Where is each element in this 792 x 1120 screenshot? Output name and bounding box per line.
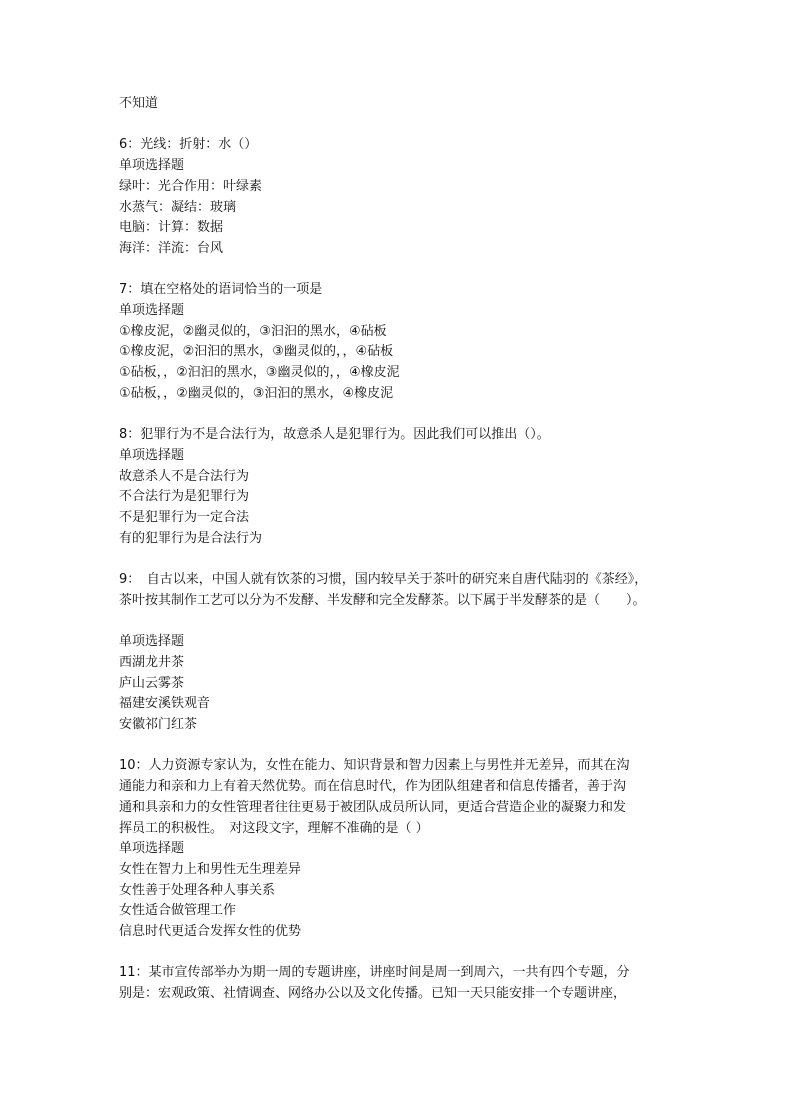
previous-answer-text: 不知道	[119, 96, 159, 111]
question-block	[119, 756, 719, 942]
question-stem-line: 别是：宏观政策、社情调查、网络办公以及文化传播。已知一天只能安排一个专题讲座，	[119, 986, 627, 1002]
answer-option: ①砧板，，②汩汩的黑水，③幽灵似的，，④橡皮泥	[119, 365, 400, 381]
question-block	[119, 135, 719, 259]
question-spacer	[119, 115, 719, 136]
answer-option: ①橡皮泥，②幽灵似的，③汩汩的黑水，④砧板	[119, 323, 387, 339]
question-spacer	[119, 549, 719, 570]
question-stem-line: 7：填在空格处的语词恰当的一项是	[119, 282, 323, 298]
answer-option: 有的犯罪行为是合法行为	[119, 530, 263, 546]
stem-spacer	[119, 612, 719, 633]
question-spacer	[119, 405, 719, 426]
question-block	[119, 280, 719, 404]
answer-option: 信息时代更适合发挥女性的优势	[119, 924, 302, 940]
answer-option: 女性适合做管理工作	[119, 903, 237, 919]
answer-option: ①砧板，，②幽灵似的，③汩汩的黑水，④橡皮泥	[119, 385, 394, 401]
question-spacer	[119, 260, 719, 281]
question-stem-line: 8：犯罪行为不是合法行为，故意杀人是犯罪行为。因此我们可以推出（）。	[119, 427, 550, 443]
question-stem-line: 通和具亲和力的女性管理者往往更易于被团队成员所认同，更适合营造企业的凝聚力和发	[119, 799, 627, 815]
question-stem-line: 挥员工的积极性。 对这段文字，理解不准确的是（ ）	[119, 820, 429, 836]
answer-option: ①橡皮泥，②汩汩的黑水，③幽灵似的，，④砧板	[119, 344, 394, 360]
question-spacer	[119, 736, 719, 757]
answer-option: 女性在智力上和男性无生理差异	[119, 861, 302, 877]
answer-option: 不是犯罪行为一定合法	[119, 510, 250, 526]
answer-option: 西湖龙井茶	[119, 654, 185, 670]
question-stem-line: 6：光线：折射：水（）	[119, 137, 258, 153]
answer-option: 故意杀人不是合法行为	[119, 468, 250, 484]
question-block	[119, 570, 719, 736]
answer-option: 庐山云雾茶	[119, 675, 185, 691]
answer-option: 福建安溪铁观音	[119, 696, 211, 712]
question-type-label: 单项选择题	[119, 841, 185, 857]
answer-option: 电脑：计算：数据	[119, 220, 224, 236]
question-stem-line: 茶叶按其制作工艺可以分为不发酵、半发酵和完全发酵茶。以下属于半发酵茶的是（ ）。	[119, 592, 646, 608]
answer-option: 不合法行为是犯罪行为	[119, 489, 250, 505]
question-stem-line: 10：人力资源专家认为，女性在能力、知识背景和智力因素上与男性并无差异，而其在沟	[119, 758, 630, 774]
question-block	[119, 425, 719, 549]
question-type-label: 单项选择题	[119, 447, 185, 463]
question-list	[119, 115, 719, 1005]
question-stem-line: 通能力和亲和力上有着天然优势。而在信息时代，作为团队组建者和信息传播者，善于沟	[119, 779, 627, 795]
question-spacer	[119, 943, 719, 964]
question-type-label: 单项选择题	[119, 634, 185, 650]
answer-option: 水蒸气：凝结：玻璃	[119, 199, 237, 215]
answer-option: 海洋：洋流：台风	[119, 240, 224, 256]
answer-option: 女性善于处理各种人事关系	[119, 882, 276, 898]
answer-option: 安徽祁门红茶	[119, 717, 198, 733]
document-page	[119, 94, 719, 1005]
answer-option: 绿叶：光合作用：叶绿素	[119, 178, 263, 194]
question-type-label: 单项选择题	[119, 303, 185, 318]
question-block	[119, 963, 719, 1004]
question-stem-line: 11：某市宣传部举办为期一周的专题讲座，讲座时间是周一到周六，一共有四个专题，分	[119, 965, 630, 981]
question-type-label: 单项选择题	[119, 158, 185, 174]
question-stem-line: 9： 自古以来，中国人就有饮茶的习惯，国内较早关于茶叶的研究来自唐代陆羽的《茶经》，	[119, 572, 648, 588]
